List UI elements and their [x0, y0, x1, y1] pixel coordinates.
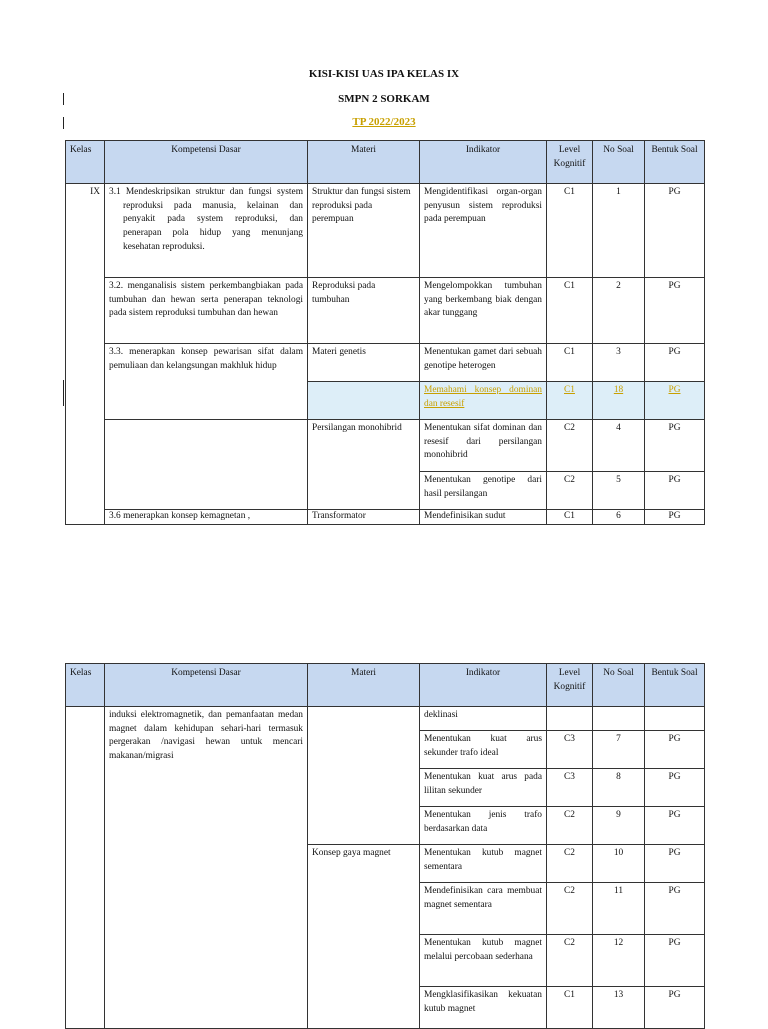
col-header-kelas: Kelas: [66, 141, 105, 184]
col-header-no-soal: No Soal: [593, 141, 645, 184]
level-cell: C2: [547, 472, 593, 510]
level-cell: C2: [547, 807, 593, 845]
table-row: [66, 510, 705, 525]
level-highlighted-text: C1: [564, 385, 575, 395]
document-title: KISI-KISI UAS IPA KELAS IX: [308, 68, 460, 80]
no-soal-cell: 1: [593, 184, 645, 278]
table-row: [66, 344, 705, 382]
level-cell: C1: [547, 987, 593, 1029]
bentuk-cell: PG: [645, 278, 705, 344]
materi-cell: Transformator: [308, 510, 420, 525]
col-header-materi: Materi: [308, 664, 420, 707]
no-soal-cell: 5: [593, 472, 645, 510]
level-cell: [547, 382, 593, 420]
text-cursor-mark: [63, 117, 64, 129]
no-soal-highlighted-text: 18: [613, 385, 624, 395]
materi-cell: Konsep gaya magnet: [308, 845, 420, 1029]
indikator-cell: Mengklasifikasikan kekuatan kutub magnet: [420, 987, 547, 1029]
level-cell: [547, 707, 593, 731]
no-soal-cell: 3: [593, 344, 645, 382]
col-header-bentuk-soal: Bentuk Soal: [645, 141, 705, 184]
bentuk-cell: PG: [645, 987, 705, 1029]
table-row: [66, 184, 705, 278]
bentuk-cell: PG: [645, 510, 705, 525]
materi-cell: Persilangan monohibrid: [308, 420, 420, 510]
col-header-no-soal: No Soal: [593, 664, 645, 707]
school-name: SMPN 2 SORKAM: [338, 93, 430, 105]
materi-cell: [308, 382, 420, 420]
indikator-cell: Mengidentifikasi organ-organ penyusun sistem reproduksi pada perempuan: [420, 184, 547, 278]
materi-cell-empty: [308, 707, 420, 845]
no-soal-cell: 4: [593, 420, 645, 472]
no-soal-cell: 6: [593, 510, 645, 525]
materi-cell: Reproduksi pada tumbuhan: [308, 278, 420, 344]
bentuk-cell: PG: [645, 807, 705, 845]
col-header-indikator: Indikator: [420, 141, 547, 184]
materi-cell: Struktur dan fungsi sistem reproduksi pada perempuan: [308, 184, 420, 278]
level-cell: C2: [547, 845, 593, 883]
indikator-cell: Mengelompokkan tumbuhan yang berkembang biak dengan akar tunggang: [420, 278, 547, 344]
no-soal-cell: 10: [593, 845, 645, 883]
level-cell: C2: [547, 935, 593, 987]
kd-cell: 3.2. menganalisis sistem perkembangbiakan pada tumbuhan dan hewan serta penerapan teknologi pada sistem reproduksi tumbuhan dan hewan: [105, 278, 308, 344]
indikator-cell: Menentukan sifat dominan dan resesif dari persilangan monohibrid: [420, 420, 547, 472]
no-soal-cell: 12: [593, 935, 645, 987]
kisi-kisi-table-page-2: [65, 663, 705, 1029]
level-cell: C1: [547, 510, 593, 525]
indikator-cell: Menentukan kuat arus sekunder trafo ideal: [420, 731, 547, 769]
table-row: [66, 420, 705, 472]
indikator-highlighted-text: Memahami konsep dominan dan resesif: [424, 385, 542, 409]
level-cell: C3: [547, 769, 593, 807]
kd-cell: 3.1 Mendeskripsikan struktur dan fungsi system reproduksi pada manusia, kelainan dan penyakit pada system reproduksi, dan penerapan pola hidup yang menunjang kesehatan reproduksi.: [105, 184, 308, 278]
col-header-kompetensi-dasar: Kompetensi Dasar: [105, 664, 308, 707]
bentuk-cell: PG: [645, 883, 705, 935]
indikator-cell: Menentukan kuat arus pada lilitan sekunder: [420, 769, 547, 807]
no-soal-cell: 7: [593, 731, 645, 769]
level-cell: C1: [547, 344, 593, 382]
kd-cell: 3.6 menerapkan konsep kemagnetan ,: [105, 510, 308, 525]
indikator-cell: Menentukan gamet dari sebuah genotipe heterogen: [420, 344, 547, 382]
kelas-cell: IX: [66, 184, 105, 525]
col-header-materi: Materi: [308, 141, 420, 184]
no-soal-cell: 9: [593, 807, 645, 845]
no-soal-cell: [593, 707, 645, 731]
no-soal-cell: 2: [593, 278, 645, 344]
indikator-cell: Menentukan kutub magnet melalui percobaan sederhana: [420, 935, 547, 987]
col-header-level-kognitif: Level Kognitif: [547, 664, 593, 707]
indikator-cell: Menentukan genotipe dari hasil persilangan: [420, 472, 547, 510]
kd-cell: induksi elektromagnetik, dan pemanfaatan medan magnet dalam kehidupan sehari-hari termasuk pergerakan /navigasi hewan untuk mencari makanan/migrasi: [105, 707, 308, 1029]
indikator-cell: deklinasi: [420, 707, 547, 731]
bentuk-highlighted-text: PG: [668, 385, 681, 395]
bentuk-cell: PG: [645, 769, 705, 807]
col-header-kelas: Kelas: [66, 664, 105, 707]
indikator-cell: [420, 382, 547, 420]
level-cell: C2: [547, 883, 593, 935]
kisi-kisi-table-page-1: [65, 140, 705, 525]
level-cell: C1: [547, 278, 593, 344]
no-soal-cell: 8: [593, 769, 645, 807]
text-cursor-mark: [63, 93, 64, 105]
level-cell: C1: [547, 184, 593, 278]
kd-cell: 3.3. menerapkan konsep pewarisan sifat dalam pemuliaan dan kelangsungan makhluk hidup: [105, 344, 308, 420]
col-header-bentuk-soal: Bentuk Soal: [645, 664, 705, 707]
bentuk-cell: PG: [645, 344, 705, 382]
no-soal-cell: [593, 382, 645, 420]
text-cursor-mark: [63, 380, 64, 406]
indikator-cell: Menentukan jenis trafo berdasarkan data: [420, 807, 547, 845]
bentuk-cell: PG: [645, 845, 705, 883]
level-cell: C2: [547, 420, 593, 472]
table-header-row: [66, 141, 705, 184]
indikator-cell: Mendefinisikan cara membuat magnet sementara: [420, 883, 547, 935]
bentuk-cell: PG: [645, 935, 705, 987]
bentuk-cell: PG: [645, 731, 705, 769]
no-soal-cell: 13: [593, 987, 645, 1029]
bentuk-cell: PG: [645, 472, 705, 510]
level-cell: C3: [547, 731, 593, 769]
kd-cell-empty: [105, 420, 308, 510]
kelas-cell-empty: [66, 707, 105, 1029]
bentuk-cell: [645, 382, 705, 420]
no-soal-cell: 11: [593, 883, 645, 935]
table-row: [66, 707, 705, 731]
indikator-cell: Menentukan kutub magnet sementara: [420, 845, 547, 883]
table-row: [66, 278, 705, 344]
indikator-cell: Mendefinisikan sudut: [420, 510, 547, 525]
col-header-level-kognitif: Level Kognitif: [547, 141, 593, 184]
bentuk-cell: PG: [645, 420, 705, 472]
materi-cell: Materi genetis: [308, 344, 420, 382]
bentuk-cell: PG: [645, 184, 705, 278]
table-header-row: [66, 664, 705, 707]
school-year: TP 2022/2023: [352, 116, 416, 128]
col-header-kompetensi-dasar: Kompetensi Dasar: [105, 141, 308, 184]
col-header-indikator: Indikator: [420, 664, 547, 707]
bentuk-cell: [645, 707, 705, 731]
